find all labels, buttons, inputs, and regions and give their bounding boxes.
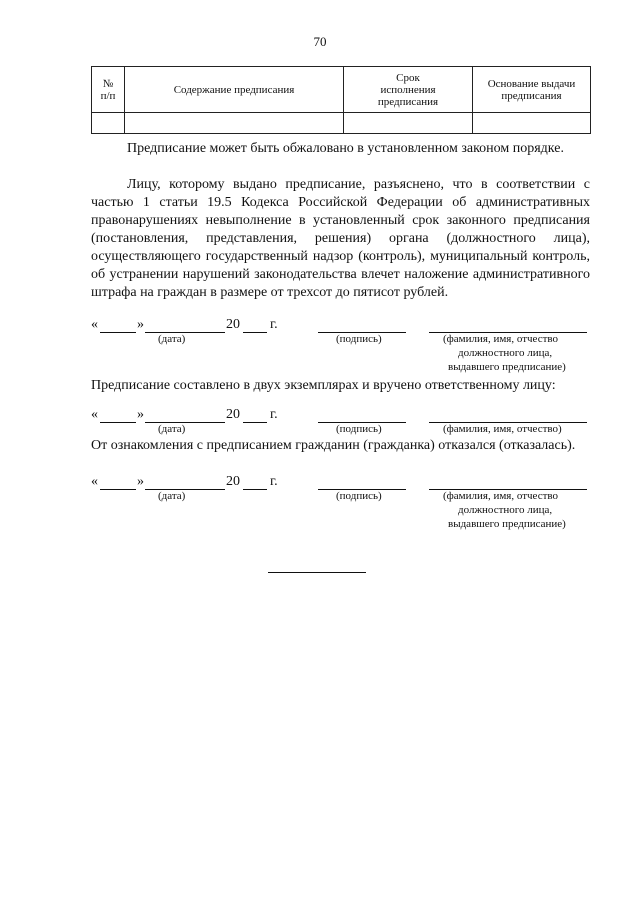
issuer-caption-2: должностного лица,	[458, 347, 553, 359]
signature-caption: (подпись)	[336, 333, 382, 345]
header-content-text: Содержание предписания	[173, 83, 295, 96]
table-header-row	[92, 67, 591, 113]
year-suffix: г.	[270, 317, 278, 332]
date-caption: (дата)	[158, 423, 186, 435]
issuer-caption-3: выдавшего предписание)	[448, 361, 566, 373]
responsible-name-field[interactable]	[429, 408, 587, 423]
issuer-caption-1: (фамилия, имя, отчество	[443, 333, 559, 345]
year-prefix: 20	[226, 407, 240, 422]
header-content	[125, 67, 344, 113]
appeal-paragraph: Предписание может быть обжаловано в установленном законом порядке.	[127, 141, 564, 156]
table-cell[interactable]	[92, 113, 125, 134]
quote-close: »	[137, 474, 144, 489]
header-number	[92, 67, 125, 113]
day-field[interactable]	[100, 475, 136, 490]
year-field[interactable]	[243, 318, 267, 333]
signature-caption: (подпись)	[336, 490, 382, 502]
signature-field[interactable]	[318, 475, 406, 490]
prescription-table	[91, 66, 591, 134]
header-number-text: № п/п	[100, 77, 116, 102]
day-field[interactable]	[100, 408, 136, 423]
year-field[interactable]	[243, 475, 267, 490]
table-cell[interactable]	[125, 113, 344, 134]
year-suffix: г.	[270, 474, 278, 489]
month-field[interactable]	[145, 318, 225, 333]
header-basis	[473, 67, 591, 113]
issuer-caption-1: (фамилия, имя, отчество	[443, 490, 559, 502]
signature-row-3	[91, 473, 591, 491]
header-basis-text: Основание выдачи предписания	[487, 77, 576, 102]
signature-caption: (подпись)	[336, 423, 382, 435]
quote-open: «	[91, 317, 98, 332]
day-field[interactable]	[100, 318, 136, 333]
date-caption: (дата)	[158, 490, 186, 502]
table-row	[92, 113, 591, 134]
year-field[interactable]	[243, 408, 267, 423]
issuer-name-field[interactable]	[429, 318, 587, 333]
year-prefix: 20	[226, 317, 240, 332]
issuer-name-field[interactable]	[429, 475, 587, 490]
signature-field[interactable]	[318, 318, 406, 333]
table-cell[interactable]	[473, 113, 591, 134]
signature-field[interactable]	[318, 408, 406, 423]
refusal-paragraph: От ознакомления с предписанием гражданин (гражданка) отказался (отказалась).	[91, 438, 576, 453]
month-field[interactable]	[145, 475, 225, 490]
signature-row-1	[91, 316, 591, 334]
month-field[interactable]	[145, 408, 225, 423]
fio-caption: (фамилия, имя, отчество)	[443, 423, 562, 435]
header-deadline-text: Срок исполнения предписания	[377, 71, 439, 108]
date-caption: (дата)	[158, 333, 186, 345]
signature-row-2	[91, 406, 591, 424]
quote-close: »	[137, 317, 144, 332]
page-number: 70	[313, 34, 327, 49]
quote-close: »	[137, 407, 144, 422]
explanation-paragraph: Лицу, которому выдано предписание, разъяснено, что в соответствии с частью 1 статьи 19.5 Кодекса Российской Федерации об административных правонарушениях невыполнение в установленный срок законного предписания (постановления, представления, решения) органа (должностного лица), осуществляющего государственный надзор (контроль), муниципальный контроль, об устранении нарушений законодательства влечет наложение административного штрафа на граждан в размере от трехсот до пятисот рублей.	[91, 177, 590, 300]
year-suffix: г.	[270, 407, 278, 422]
issuer-caption-2: должностного лица,	[458, 504, 553, 516]
issuer-caption-3b: выдавшего предписание)	[448, 518, 566, 530]
table-cell[interactable]	[344, 113, 473, 134]
quote-open: «	[91, 407, 98, 422]
year-prefix: 20	[226, 474, 240, 489]
end-divider	[268, 572, 366, 573]
quote-open: «	[91, 474, 98, 489]
header-deadline	[344, 67, 473, 113]
copies-paragraph: Предписание составлено в двух экземплярах и вручено ответственному лицу:	[91, 378, 556, 393]
